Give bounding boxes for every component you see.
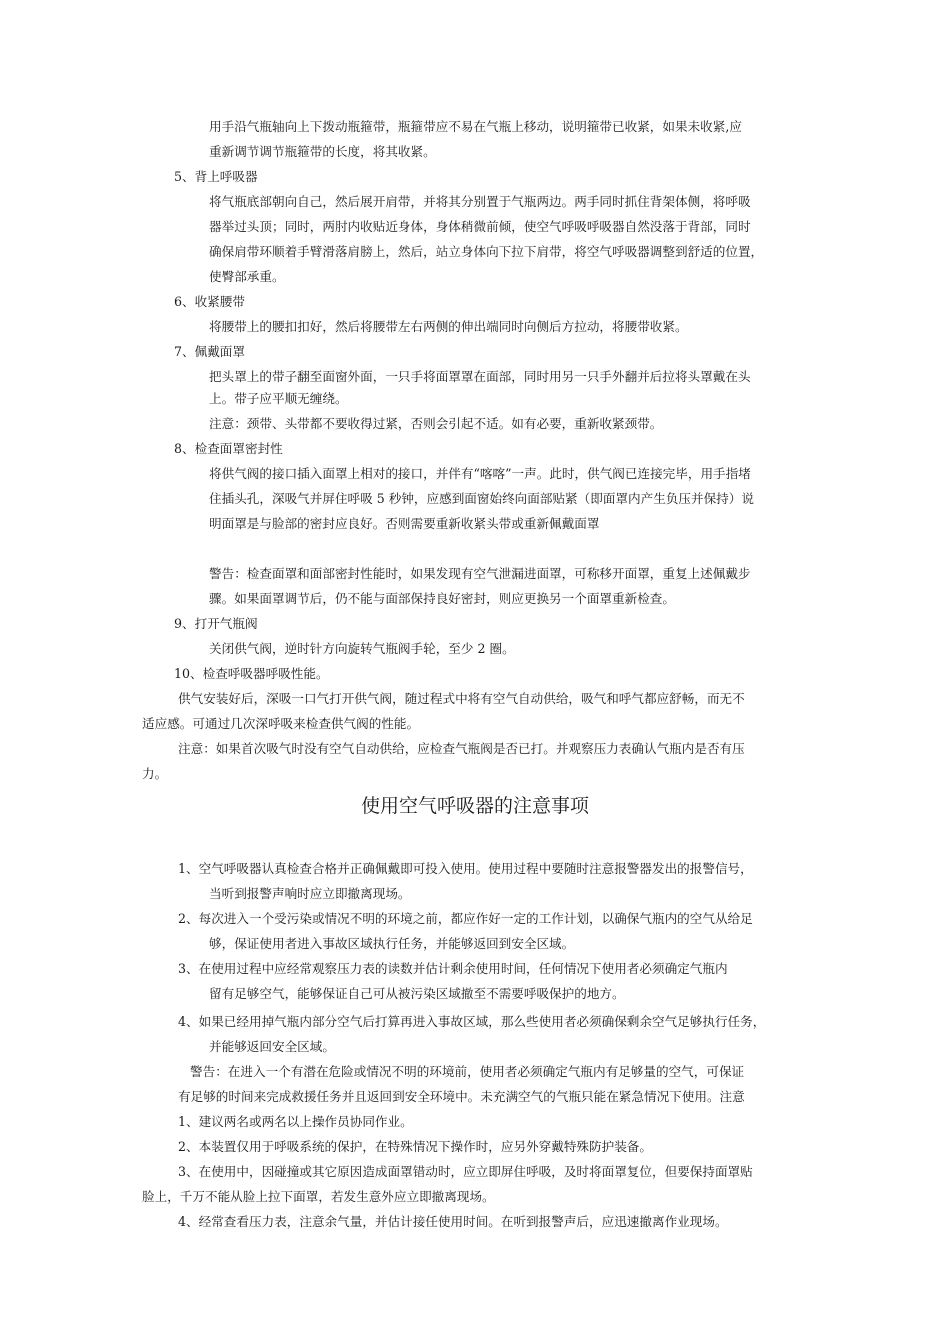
paragraph-line: 住插头孔，深吸气并屏住呼吸 5 秒钟，应感到面窗始终向面部贴紧（即面罩内产生负压并保持）说 [209,491,754,506]
paragraph-line: 将供气阀的接口插入面罩上相对的接口，并伴有“喀喀”一声。此时，供气阀已连接完毕，用手指堵 [209,466,751,481]
warning-line: 有足够的时间来完成救援任务并且返回到安全环境中。未充满空气的气瓶只能在紧急情况下使用。注意 [178,1089,745,1104]
paragraph-line: 确保肩带环顺着手臂滑落肩膀上，然后，站立身体向下拉下肩带，将空气呼吸器调整到舒适的位置， [209,244,764,259]
note-item: 3、在使用中，因碰撞或其它原因造成面罩错动时，应立即屏住呼吸，及时将面罩复位，但要保持面罩贴 [178,1164,753,1179]
section-title: 使用空气呼吸器的注意事项 [360,795,589,817]
note-item: 1、建议两名或两名以上操作员协同作业。 [178,1114,413,1129]
list-item: 2、每次进入一个受污染或情况不明的环境之前，都应作好一定的工作计划，以确保气瓶内的空气从给足 [178,911,753,926]
paragraph-line: 使臀部承重。 [209,269,285,284]
list-item: 3、在使用过程中应经常观察压力表的读数并估计剩余使用时间，任何情况下使用者必须确定气瓶内 [178,961,728,976]
paragraph-line: 明面罩是与脸部的密封应良好。否则需要重新收紧头带或重新佩戴面罩 [209,516,600,531]
warning-line: 警告：在进入一个有潜在危险或情况不明的环境前，使用者必须确定气瓶内有足够量的空气，可保证 [190,1064,745,1079]
paragraph-line: 器举过头顶；同时，两肘内收贴近身体，身体稍微前倾，使空气呼吸呼吸器自然没落于背部，同时 [209,219,751,234]
paragraph-line: 把头罩上的带子翻至面窗外面，一只手将面罩罩在面部，同时用另一只手外翻并后拉将头罩戴在头 [209,369,751,384]
note-line: 注意：如果首次吸气时没有空气自动供给，应检查气瓶阀是否已打。并观察压力表确认气瓶内是否有压 [178,741,745,756]
paragraph-line: 将气瓶底部朝向自己，然后展开肩带，并将其分别置于气瓶两边。两手同时抓住背架体侧，将呼吸 [209,194,751,209]
step-heading: 8、检查面罩密封性 [174,441,283,456]
list-item: 4、如果已经用掉气瓶内部分空气后打算再进入事故区域，那么些使用者必须确保剩余空气足够执行任务， [178,1014,766,1029]
paragraph-line: 上。带子应平顺无缠绕。 [209,391,348,406]
list-item-continuation: 够，保证使用者进入事故区域执行任务，并能够返回到安全区域。 [209,936,575,951]
paragraph-line: 关闭供气阀，逆时针方向旋转气瓶阀手轮，至少 2 圈。 [209,641,515,656]
step-heading: 7、佩戴面罩 [174,344,245,359]
list-item-continuation: 留有足够空气，能够保证自己可从被污染区域撤至不需要呼吸保护的地方。 [209,986,625,1001]
paragraph-line: 适应感。可通过几次深呼吸来检查供气阀的性能。 [142,716,420,731]
paragraph-line: 将腰带上的腰扣扣好，然后将腰带左右两侧的伸出端同时向侧后方拉动，将腰带收紧。 [209,319,688,334]
list-item-continuation: 当听到报警声响时应立即撤离现场。 [209,886,411,901]
list-item-continuation: 并能够返回安全区域。 [209,1039,335,1054]
note-item: 2、本装置仅用于呼吸系统的保护，在特殊情况下操作时，应另外穿戴特殊防护装备。 [178,1139,652,1154]
note-item-continuation: 脸上，千万不能从脸上拉下面罩，若发生意外应立即撤离现场。 [142,1189,495,1204]
note-line: 力。 [142,766,168,781]
note-line: 注意：颈带、头带都不要收得过紧，否则会引起不适。如有必要，重新收紧颈带。 [209,416,663,431]
step-heading: 6、收紧腰带 [174,294,245,309]
step-heading: 5、背上呼吸器 [174,169,258,184]
paragraph-line: 供气安装好后，深吸一口气打开供气阀，随过程式中将有空气自动供给，吸气和呼气都应舒畅，而无不 [178,691,745,706]
step-heading: 10、检查呼吸器呼吸性能。 [174,666,329,681]
note-item: 4、经常查看压力表，注意余气量，并估计接任使用时间。在听到报警声后，应迅速撤离作业现场。 [178,1214,728,1229]
warning-line: 警告：检查面罩和面部密封性能时，如果发现有空气泄漏进面罩，可称移开面罩，重复上述佩戴步 [209,566,751,581]
paragraph-line: 重新调节调节瓶箍带的长度，将其收紧。 [209,144,436,159]
warning-line: 骤。如果面罩调节后，仍不能与面部保持良好密封，则应更换另一个面罩重新检查。 [209,591,675,606]
list-item: 1、空气呼吸器认真检查合格并正确佩戴即可投入使用。使用过程中要随时注意报警器发出的报警信号， [178,861,753,876]
paragraph-line: 用手沿气瓶轴向上下拨动瓶箍带，瓶箍带应不易在气瓶上移动，说明箍带已收紧，如果未收紧,应 [209,119,742,134]
step-heading: 9、打开气瓶阀 [174,616,258,631]
